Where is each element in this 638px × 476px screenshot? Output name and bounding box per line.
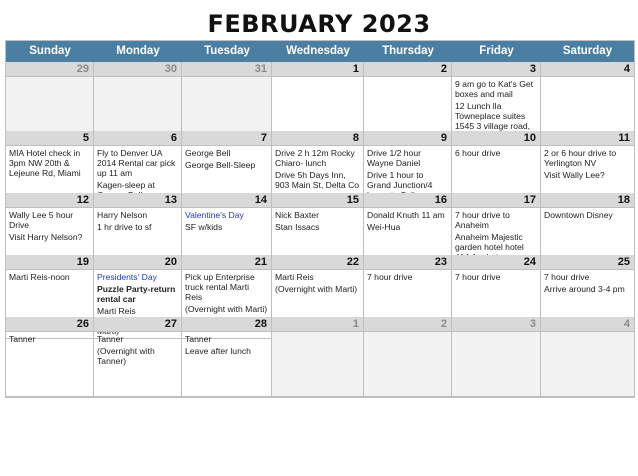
event-item[interactable]: Marti Reis	[275, 272, 314, 282]
day-number: 14	[182, 193, 271, 208]
day-events	[452, 146, 540, 158]
day-number: 23	[364, 255, 451, 270]
event-item[interactable]: Drive 1/2 hour Wayne Daniel	[367, 148, 421, 168]
day-number: 4	[541, 317, 634, 332]
event-item[interactable]: George Bell-Sleep	[185, 160, 256, 170]
day-number: 3	[452, 62, 540, 77]
event-item[interactable]: Leave after lunch	[185, 346, 251, 356]
event-item[interactable]: 12 Lunch lla Towneplace suites 1545 3 village road,	[455, 101, 531, 131]
day-number: 31	[182, 62, 271, 77]
day-number: 1	[272, 317, 363, 332]
event-item[interactable]: Visit Harry Nelson?	[9, 232, 83, 242]
day-number: 29	[6, 62, 93, 77]
day-events	[6, 208, 93, 242]
day-number: 19	[6, 255, 93, 270]
event-item[interactable]: Valentine's Day	[185, 210, 244, 220]
event-item[interactable]: Pick up Enterprise truck rental Marti Reis	[185, 272, 255, 302]
header-thursday: Thursday	[382, 45, 434, 57]
day-cell[interactable]	[94, 317, 182, 397]
day-events	[541, 208, 634, 220]
event-item[interactable]: 6 hour drive	[455, 148, 501, 158]
day-events	[541, 332, 634, 334]
event-item[interactable]: (Overnight with Marti)	[275, 284, 358, 294]
event-item[interactable]: Visit Wally Lee?	[544, 170, 605, 180]
event-item[interactable]: (Overnight with Tanner)	[97, 346, 155, 366]
day-cell[interactable]	[541, 317, 634, 397]
event-item[interactable]: Marti Reis-noon	[9, 272, 70, 282]
day-number: 26	[6, 317, 93, 332]
event-item[interactable]: 7 hour drive	[455, 272, 501, 282]
day-number: 2	[364, 317, 451, 332]
day-events	[272, 146, 363, 190]
day-events	[182, 332, 271, 356]
calendar-title: FEBRUARY 2023	[207, 10, 431, 38]
week-row	[6, 131, 634, 193]
day-number: 5	[6, 131, 93, 146]
day-cell[interactable]	[94, 62, 182, 134]
day-number: 30	[94, 62, 181, 77]
weekday-header	[6, 41, 634, 62]
day-events	[541, 77, 634, 79]
week-row	[6, 193, 634, 255]
day-number: 28	[182, 317, 271, 332]
day-events	[94, 146, 181, 200]
day-events	[452, 270, 540, 282]
day-number: 7	[182, 131, 271, 146]
day-cell[interactable]	[272, 317, 364, 397]
day-number: 16	[364, 193, 451, 208]
day-events	[364, 208, 451, 232]
day-number: 17	[452, 193, 540, 208]
calendar-grid	[5, 40, 635, 398]
event-item[interactable]: Wei-Hua	[367, 222, 401, 232]
day-cell[interactable]	[6, 317, 94, 397]
day-cell[interactable]	[6, 62, 94, 134]
day-number: 11	[541, 131, 634, 146]
day-number: 24	[452, 255, 540, 270]
day-events	[364, 332, 451, 334]
day-events	[6, 77, 93, 79]
day-events	[272, 270, 363, 294]
event-item[interactable]: Drive 2 h 12m Rocky Chiaro- lunch	[275, 148, 355, 168]
day-cell[interactable]	[182, 62, 272, 134]
header-wednesday: Wednesday	[286, 45, 350, 57]
event-item[interactable]: Kagen-sleep at	[97, 180, 155, 190]
event-item[interactable]: SF w/kids	[185, 222, 223, 232]
event-item[interactable]: Anaheim Majestic garden hotel hotel	[455, 232, 524, 252]
day-events	[364, 270, 451, 282]
day-cell[interactable]	[364, 317, 452, 397]
day-number: 27	[94, 317, 181, 332]
header-sunday: Sunday	[29, 45, 71, 57]
day-events	[182, 270, 271, 314]
event-item[interactable]: Donald Knuth 11 am	[367, 210, 445, 220]
day-events	[364, 146, 451, 200]
event-item[interactable]: Downtown Disney	[544, 210, 613, 220]
event-item[interactable]: Arrive around 3-4 pm	[544, 284, 625, 294]
event-item[interactable]: Puzzle Party-return rental car	[97, 284, 176, 304]
day-events	[452, 332, 540, 334]
day-events	[6, 146, 93, 178]
day-cell[interactable]	[182, 317, 272, 397]
event-item[interactable]: 7 hour drive	[367, 272, 413, 282]
day-number: 25	[541, 255, 634, 270]
event-item[interactable]: 7 hour drive to Anaheim	[455, 210, 510, 230]
day-number: 1	[272, 62, 363, 77]
day-cell[interactable]	[541, 62, 634, 134]
event-item[interactable]: Tanner	[9, 334, 36, 344]
event-item[interactable]: 1 hr drive to sf	[97, 222, 152, 232]
weeks-container	[6, 62, 634, 397]
day-number: 6	[94, 131, 181, 146]
day-events	[541, 146, 634, 180]
day-events	[272, 208, 363, 232]
day-number: 3	[452, 317, 540, 332]
day-events	[541, 270, 634, 294]
day-events	[364, 77, 451, 79]
day-events	[182, 146, 271, 170]
event-item[interactable]: Tanner	[185, 334, 212, 344]
day-number: 10	[452, 131, 540, 146]
event-item[interactable]: Marti Reis	[97, 306, 136, 316]
event-item[interactable]: Fly to Denver UA 2014 Rental car pick up 11 am	[97, 148, 176, 178]
event-item[interactable]: 9 am go to Kat's Get boxes and mail	[455, 79, 534, 99]
day-number: 8	[272, 131, 363, 146]
day-number: 12	[6, 193, 93, 208]
day-number: 13	[94, 193, 181, 208]
header-monday: Monday	[116, 45, 160, 57]
day-number: 18	[541, 193, 634, 208]
day-cell[interactable]	[452, 317, 541, 397]
event-item[interactable]: Nick Baxter	[275, 210, 319, 220]
day-events	[182, 208, 271, 232]
day-events	[94, 332, 181, 366]
event-item[interactable]: (Overnight with Marti)	[185, 304, 268, 314]
day-cell[interactable]	[364, 62, 452, 134]
day-number: 4	[541, 62, 634, 77]
day-events	[94, 208, 181, 232]
day-number: 9	[364, 131, 451, 146]
header-saturday: Saturday	[562, 45, 613, 57]
day-events	[6, 270, 93, 282]
day-events	[6, 332, 93, 344]
event-item[interactable]: Drive 5h Days Inn, 903 Main St, Delta Co	[275, 170, 360, 190]
event-item[interactable]: Tanner	[97, 334, 124, 344]
event-item[interactable]: Stan Issacs	[275, 222, 320, 232]
header-tuesday: Tuesday	[204, 45, 250, 57]
week-row	[6, 317, 634, 397]
day-number: 21	[182, 255, 271, 270]
day-events	[182, 77, 271, 79]
day-events	[94, 77, 181, 79]
day-cell[interactable]	[452, 62, 541, 134]
event-item[interactable]: Drive 1 hour to Grand Junction/4	[367, 170, 433, 190]
event-item[interactable]: Presidents' Day	[97, 272, 157, 282]
day-number: 22	[272, 255, 363, 270]
day-number: 15	[272, 193, 363, 208]
week-row	[6, 255, 634, 317]
day-events	[452, 77, 540, 131]
week-row	[6, 62, 634, 131]
day-number: 20	[94, 255, 181, 270]
day-events	[452, 208, 540, 262]
day-cell[interactable]	[272, 62, 364, 134]
day-events	[272, 332, 363, 334]
event-item[interactable]: 7 hour drive	[544, 272, 590, 282]
event-item[interactable]: Wally Lee 5 hour Drive	[9, 210, 74, 230]
header-friday: Friday	[479, 45, 514, 57]
day-number: 2	[364, 62, 451, 77]
event-item[interactable]: George Bell	[185, 148, 231, 158]
event-item[interactable]: 2 or 6 hour drive to Yerlington NV	[544, 148, 617, 168]
day-events	[272, 77, 363, 79]
event-item[interactable]: Harry Nelson	[97, 210, 148, 220]
event-item[interactable]: MIA Hotel check in 3pm NW 20th & Lejeune Rd, Miami	[9, 148, 81, 178]
